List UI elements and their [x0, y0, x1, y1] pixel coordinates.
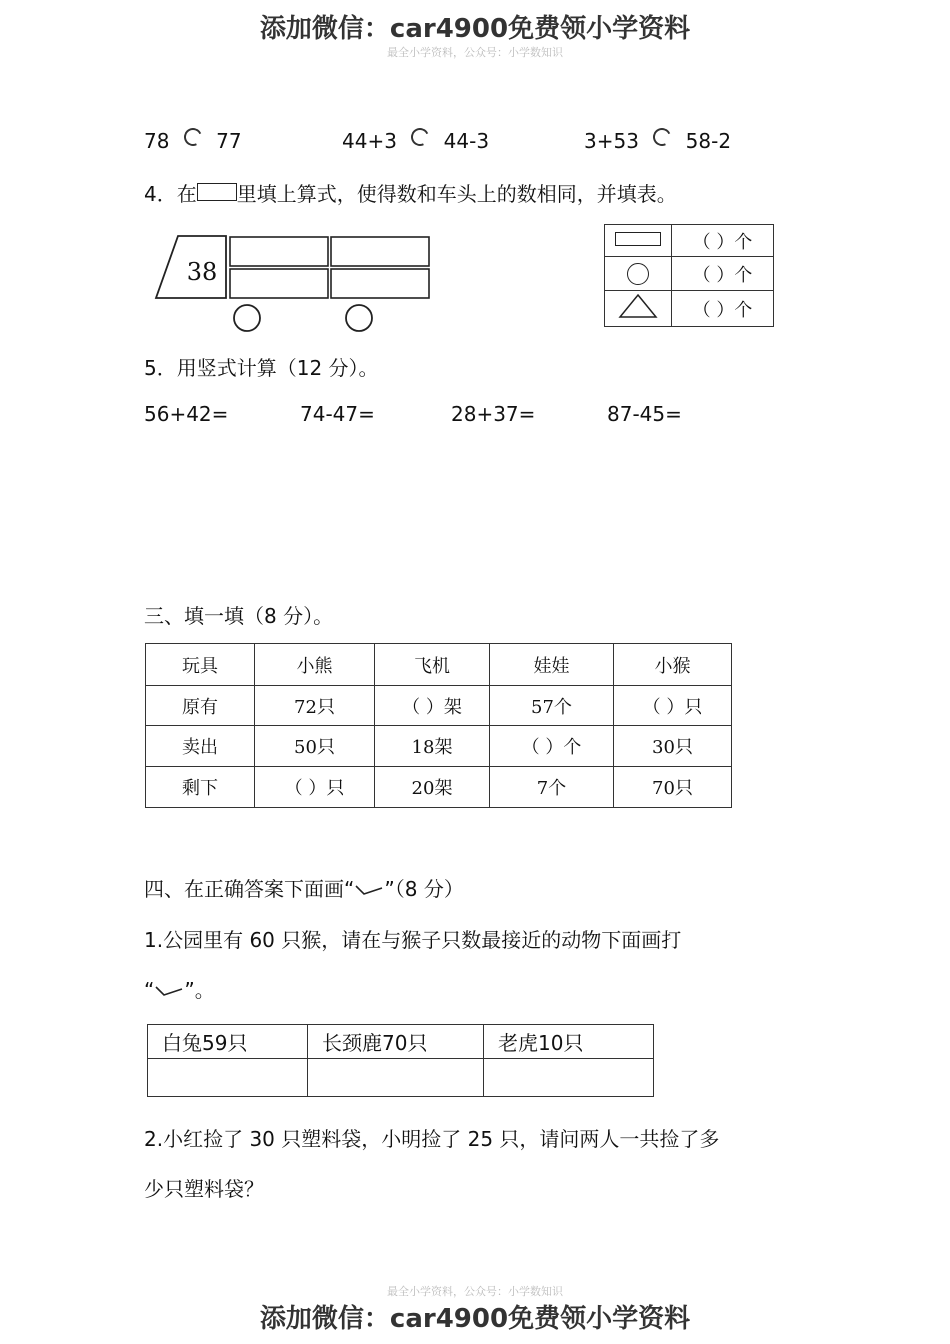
q1-line1: 1.公园里有 60 只猴，请在与猴子只数最接近的动物下面画打	[144, 928, 682, 952]
q1-quote-open: “	[144, 978, 155, 1002]
compare-left: 78	[144, 129, 170, 153]
top-watermark: 最全小学资料，公众号：小学数知识	[387, 46, 563, 59]
table-row	[146, 767, 732, 808]
answer-cell[interactable]	[308, 1059, 484, 1097]
table-cell: 20架	[375, 767, 490, 808]
circle-icon	[605, 257, 672, 291]
compare-item-3	[584, 128, 731, 153]
compare-circle-icon[interactable]	[181, 125, 204, 148]
q5-problem: 56+42=	[144, 402, 229, 426]
table-row	[148, 1025, 654, 1059]
section3-title: 三、填一填（8 分）。	[144, 604, 334, 628]
compare-left: 44+3	[342, 129, 397, 153]
table-row	[146, 726, 732, 767]
table-cell: 57个	[490, 686, 614, 726]
q5-problem: 87-45=	[607, 402, 682, 426]
table-cell: 剩下	[146, 767, 255, 808]
compare-circle-icon[interactable]	[651, 125, 674, 148]
truck-box[interactable]	[331, 237, 429, 266]
table-header-cell: 飞机	[375, 644, 490, 686]
count-cell[interactable]: （ ）个	[672, 225, 774, 257]
table-cell[interactable]: （ ）个	[490, 726, 614, 767]
compare-right: 44-3	[443, 129, 490, 153]
triangle-icon	[605, 291, 672, 327]
table-header-cell: 娃娃	[490, 644, 614, 686]
q4-prompt	[144, 178, 677, 207]
table-cell: 30只	[614, 726, 732, 767]
animal-cell: 老虎10只	[484, 1025, 654, 1059]
table-cell: 72只	[255, 686, 375, 726]
q5-title: 5．用竖式计算（12 分）。	[144, 356, 379, 380]
compare-circle-icon[interactable]	[409, 125, 432, 148]
animal-cell: 白兔59只	[148, 1025, 308, 1059]
bottom-watermark: 最全小学资料，公众号：小学数知识	[387, 1285, 563, 1298]
q5-problem: 74-47=	[300, 402, 375, 426]
truck-number: 38	[186, 258, 218, 286]
compare-item-2	[342, 128, 489, 153]
compare-left: 3+53	[584, 129, 639, 153]
compare-right: 77	[216, 129, 242, 153]
table-row	[605, 225, 774, 257]
animal-cell: 长颈鹿70只	[308, 1025, 484, 1059]
table-cell[interactable]: （ ）只	[255, 767, 375, 808]
table-cell: 7个	[490, 767, 614, 808]
animal-table	[147, 1024, 654, 1097]
table-cell: 50只	[255, 726, 375, 767]
shape-count-table	[604, 224, 774, 327]
truck-box[interactable]	[230, 237, 328, 266]
q2-line1: 2.小红捡了 30 只塑料袋，小明捡了 25 只，请问两人一共捡了多	[144, 1127, 720, 1151]
table-header-cell: 小熊	[255, 644, 375, 686]
q1-quote-close: ”。	[184, 978, 215, 1002]
bottom-banner: 添加微信：car4900免费领小学资料	[259, 1304, 691, 1334]
rectangle-icon	[605, 225, 672, 257]
section4-title	[144, 873, 464, 902]
table-cell[interactable]: （ ）架	[375, 686, 490, 726]
table-cell: 卖出	[146, 726, 255, 767]
wheel-icon	[234, 305, 260, 331]
q1-line2	[144, 974, 215, 1003]
checkmark-icon	[154, 983, 184, 997]
q4-number: 4．在	[144, 182, 197, 206]
q2-line2: 少只塑料袋？	[144, 1177, 264, 1201]
table-row	[146, 644, 732, 686]
wheel-icon	[346, 305, 372, 331]
table-row	[148, 1059, 654, 1097]
q4-text: 里填上算式，使得数和车头上的数相同，并填表。	[236, 182, 677, 206]
truck-box[interactable]	[331, 269, 429, 298]
q5-problem: 28+37=	[451, 402, 536, 426]
table-header-cell: 玩具	[146, 644, 255, 686]
table-row	[146, 686, 732, 726]
table-row	[605, 291, 774, 327]
count-cell[interactable]: （ ）个	[672, 257, 774, 291]
section4-title-start: 四、在正确答案下面画“	[144, 877, 355, 901]
top-banner: 添加微信：car4900免费领小学资料	[259, 14, 691, 44]
answer-cell[interactable]	[148, 1059, 308, 1097]
table-cell: 18架	[375, 726, 490, 767]
table-header-cell: 小猴	[614, 644, 732, 686]
section4-title-end: ”（8 分）	[384, 877, 464, 901]
table-cell: 原有	[146, 686, 255, 726]
truck-figure	[150, 228, 440, 336]
blank-box-icon	[197, 183, 237, 201]
table-cell: 70只	[614, 767, 732, 808]
table-row	[605, 257, 774, 291]
checkmark-icon	[354, 882, 384, 896]
truck-box[interactable]	[230, 269, 328, 298]
count-cell[interactable]: （ ）个	[672, 291, 774, 327]
table-cell[interactable]: （ ）只	[614, 686, 732, 726]
answer-cell[interactable]	[484, 1059, 654, 1097]
compare-right: 58-2	[685, 129, 732, 153]
compare-item-1	[144, 128, 242, 153]
toy-table	[145, 643, 732, 808]
